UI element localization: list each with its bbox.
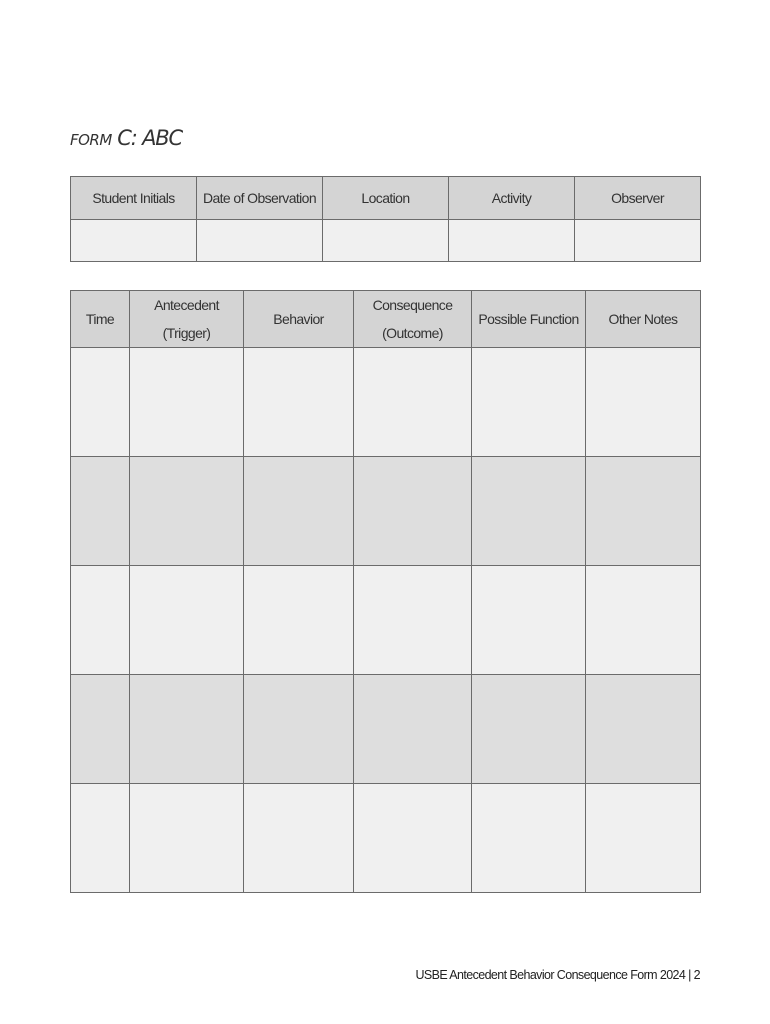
info-header-row [71,177,701,220]
behavior-cell[interactable] [244,784,354,893]
header-consequence [354,291,472,348]
other-notes-cell[interactable] [586,457,701,566]
possible-function-cell[interactable] [472,348,586,457]
antecedent-cell[interactable] [130,784,244,893]
header-location: Location [323,177,449,220]
consequence-cell[interactable] [354,457,472,566]
date-of-observation-field[interactable] [197,220,323,262]
other-notes-cell[interactable] [586,566,701,675]
observation-info-table [70,176,701,262]
table-row [71,348,701,457]
antecedent-cell[interactable] [130,348,244,457]
other-notes-cell[interactable] [586,348,701,457]
header-antecedent-line2: (Trigger) [162,325,211,341]
header-other-notes [586,291,701,348]
table-row [71,566,701,675]
possible-function-cell[interactable] [472,457,586,566]
behavior-cell[interactable] [244,675,354,784]
form-title-rest: C: ABC [111,126,182,150]
header-time-label: Time [85,311,115,327]
header-student-initials: Student Initials [71,177,197,220]
header-observer: Observer [575,177,701,220]
possible-function-cell[interactable] [472,566,586,675]
header-consequence-line1: Consequence [372,297,453,313]
time-cell[interactable] [71,784,130,893]
consequence-cell[interactable] [354,348,472,457]
table-row [71,457,701,566]
observer-field[interactable] [575,220,701,262]
behavior-cell[interactable] [244,348,354,457]
behavior-cell[interactable] [244,457,354,566]
form-title-prefix: FORM [70,131,112,149]
header-antecedent-line1: Antecedent [154,297,219,313]
time-cell[interactable] [71,566,130,675]
header-consequence-line2: (Outcome) [382,325,443,341]
location-field[interactable] [323,220,449,262]
antecedent-cell[interactable] [130,457,244,566]
header-possible-function-label: Possible Function [478,311,579,327]
behavior-cell[interactable] [244,566,354,675]
header-possible-function [472,291,586,348]
header-antecedent [130,291,244,348]
header-activity: Activity [449,177,575,220]
possible-function-cell[interactable] [472,675,586,784]
antecedent-cell[interactable] [130,675,244,784]
other-notes-cell[interactable] [586,675,701,784]
other-notes-cell[interactable] [586,784,701,893]
consequence-cell[interactable] [354,675,472,784]
table-row [71,675,701,784]
page-footer: USBE Antecedent Behavior Consequence Form 2024 | 2 [415,968,700,982]
student-initials-field[interactable] [71,220,197,262]
header-time [71,291,130,348]
time-cell[interactable] [71,675,130,784]
possible-function-cell[interactable] [472,784,586,893]
header-date-of-observation: Date of Observation [197,177,323,220]
form-title [70,126,182,150]
abc-observation-table [70,290,701,893]
time-cell[interactable] [71,348,130,457]
info-value-row [71,220,701,262]
consequence-cell[interactable] [354,784,472,893]
table-row [71,784,701,893]
activity-field[interactable] [449,220,575,262]
abc-header-row [71,291,701,348]
time-cell[interactable] [71,457,130,566]
header-behavior-label: Behavior [273,311,324,327]
header-behavior [244,291,354,348]
header-other-notes-label: Other Notes [608,311,678,327]
antecedent-cell[interactable] [130,566,244,675]
consequence-cell[interactable] [354,566,472,675]
